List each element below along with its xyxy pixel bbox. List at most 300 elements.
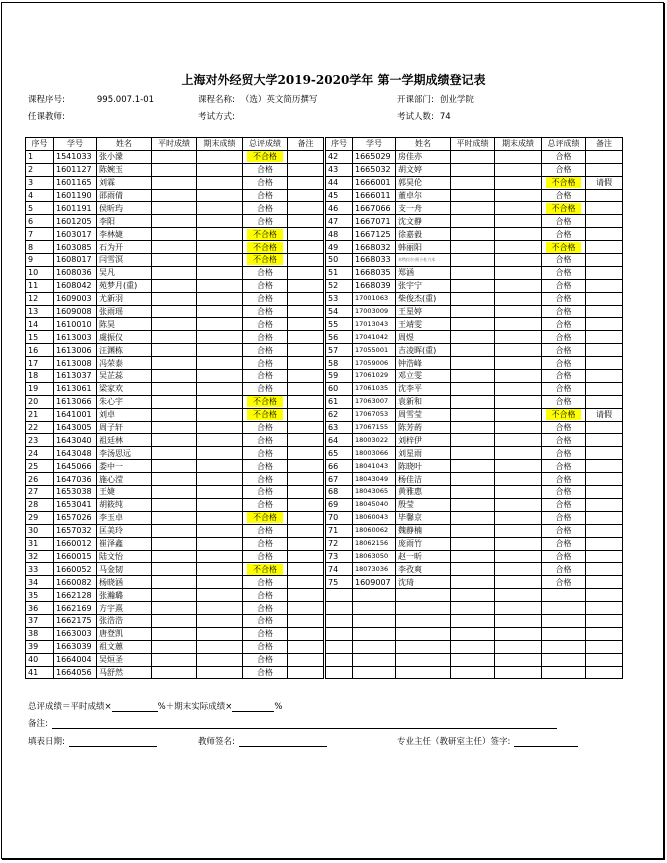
row-remarks bbox=[288, 150, 324, 163]
table-row bbox=[26, 163, 324, 176]
director-signature-label: 专业主任（教研室主任）签字: bbox=[397, 737, 511, 747]
row-regular-score bbox=[152, 215, 197, 228]
table-row bbox=[326, 228, 623, 241]
pass-text: 合格 bbox=[257, 487, 273, 497]
row-name: 王婕 bbox=[97, 486, 152, 499]
fail-badge: 不合格 bbox=[546, 242, 581, 253]
table-row bbox=[26, 434, 324, 447]
row-remarks bbox=[288, 357, 324, 370]
row-remarks bbox=[586, 344, 623, 357]
row-student-id: 1662169 bbox=[54, 602, 97, 615]
row-name: 尤新羽 bbox=[97, 292, 152, 305]
row-name: 杨晓涵 bbox=[97, 576, 152, 589]
row-remarks: 请假 bbox=[586, 176, 623, 189]
row-student-id: 1647036 bbox=[54, 473, 97, 486]
row-student-id: 1664056 bbox=[54, 666, 97, 679]
row-student-id bbox=[353, 666, 396, 679]
pass-text: 合格 bbox=[555, 319, 572, 329]
table-row bbox=[26, 524, 324, 537]
row-overall-grade bbox=[542, 602, 586, 615]
row-regular-score bbox=[152, 189, 197, 202]
row-regular-score bbox=[451, 150, 495, 163]
fill-date-blank[interactable] bbox=[69, 737, 157, 747]
table-row bbox=[26, 666, 324, 679]
table-row bbox=[26, 589, 324, 602]
row-name: 李阳 bbox=[97, 215, 152, 228]
row-final-score bbox=[495, 576, 542, 589]
row-student-id: 1601190 bbox=[54, 189, 97, 202]
table-row bbox=[326, 434, 623, 447]
row-remarks bbox=[586, 305, 623, 318]
table-row bbox=[26, 395, 324, 408]
table-header-row bbox=[326, 138, 623, 151]
row-final-score bbox=[495, 305, 542, 318]
row-name: 魏静楠 bbox=[396, 524, 451, 537]
regular-weight-blank[interactable] bbox=[112, 702, 158, 712]
row-remarks bbox=[586, 434, 623, 447]
row-regular-score bbox=[451, 370, 495, 383]
row-regular-score bbox=[152, 254, 197, 267]
course-name-label: 课程名称: bbox=[198, 95, 235, 105]
row-name: 李林婕 bbox=[97, 228, 152, 241]
row-remarks bbox=[586, 189, 623, 202]
remarks-label: 备注: bbox=[28, 719, 48, 729]
row-final-score bbox=[197, 189, 243, 202]
row-final-score bbox=[495, 614, 542, 627]
row-seq bbox=[326, 589, 353, 602]
course-number bbox=[28, 93, 154, 105]
row-seq: 18 bbox=[26, 370, 54, 383]
row-final-score bbox=[197, 344, 243, 357]
row-regular-score bbox=[152, 666, 197, 679]
pass-text: 合格 bbox=[555, 191, 572, 200]
row-final-score bbox=[197, 447, 243, 460]
pass-text: 合格 bbox=[257, 577, 273, 587]
row-final-score bbox=[495, 395, 542, 408]
row-student-id: 1641001 bbox=[54, 408, 97, 421]
row-final-score bbox=[495, 460, 542, 473]
table-row bbox=[26, 602, 324, 615]
row-seq: 30 bbox=[26, 524, 54, 537]
row-regular-score bbox=[451, 331, 495, 344]
table-row bbox=[326, 653, 623, 666]
row-seq: 2 bbox=[26, 163, 54, 176]
row-name: 柴俊杰(重) bbox=[396, 292, 451, 305]
pass-text: 合格 bbox=[555, 500, 572, 510]
row-seq bbox=[326, 653, 353, 666]
row-remarks bbox=[288, 666, 324, 679]
row-seq: 42 bbox=[326, 150, 353, 163]
row-seq: 22 bbox=[26, 421, 54, 434]
row-remarks bbox=[586, 292, 623, 305]
pass-text: 合格 bbox=[257, 629, 273, 639]
col-header-student-id: 学号 bbox=[54, 138, 97, 151]
row-student-id: 1660082 bbox=[54, 576, 97, 589]
row-final-score bbox=[495, 266, 542, 279]
row-final-score bbox=[197, 228, 243, 241]
row-remarks bbox=[586, 563, 623, 576]
row-final-score bbox=[495, 627, 542, 640]
exam-mode bbox=[198, 110, 235, 122]
row-name: 陈晓叶 bbox=[396, 460, 451, 473]
row-final-score bbox=[495, 279, 542, 292]
row-seq: 25 bbox=[26, 460, 54, 473]
row-seq: 36 bbox=[26, 602, 54, 615]
row-overall-grade bbox=[243, 241, 288, 254]
row-name: 韩丽阳 bbox=[396, 241, 451, 254]
row-overall-grade bbox=[542, 266, 586, 279]
row-name: 胡文婷 bbox=[396, 163, 451, 176]
row-overall-grade bbox=[542, 460, 586, 473]
row-name: 周子轩 bbox=[97, 421, 152, 434]
row-remarks bbox=[586, 357, 623, 370]
row-overall-grade bbox=[243, 292, 288, 305]
row-seq: 55 bbox=[326, 318, 353, 331]
row-regular-score bbox=[451, 511, 495, 524]
table-row bbox=[326, 292, 623, 305]
pass-text: 合格 bbox=[257, 590, 273, 600]
row-student-id: 1608017 bbox=[54, 254, 97, 267]
row-student-id bbox=[353, 589, 396, 602]
teacher-signature-label: 教师签名: bbox=[198, 737, 235, 747]
row-name: 支一舟 bbox=[396, 202, 451, 215]
row-overall-grade bbox=[243, 563, 288, 576]
row-overall-grade bbox=[542, 550, 586, 563]
row-name: 周煜 bbox=[396, 331, 451, 344]
table-row bbox=[326, 370, 623, 383]
row-regular-score bbox=[451, 614, 495, 627]
row-overall-grade bbox=[542, 305, 586, 318]
row-remarks bbox=[586, 370, 623, 383]
formula-text-1: 总评成绩＝平时成绩× bbox=[28, 702, 112, 712]
row-name: 陈婉玉 bbox=[97, 163, 152, 176]
row-regular-score bbox=[451, 357, 495, 370]
row-overall-grade bbox=[243, 524, 288, 537]
table-row bbox=[26, 305, 324, 318]
row-student-id: 1601165 bbox=[54, 176, 97, 189]
row-student-id bbox=[353, 640, 396, 653]
col-header-name: 姓名 bbox=[396, 138, 451, 151]
pass-text: 合格 bbox=[555, 384, 572, 394]
row-student-id: 1668033 bbox=[353, 254, 396, 267]
row-name: 陈芳菂 bbox=[396, 421, 451, 434]
row-final-score bbox=[495, 357, 542, 370]
row-overall-grade bbox=[542, 666, 586, 679]
pass-text: 合格 bbox=[555, 294, 572, 304]
row-final-score bbox=[197, 254, 243, 267]
row-student-id: 1653038 bbox=[54, 486, 97, 499]
row-student-id: 1608036 bbox=[54, 266, 97, 279]
table-row bbox=[26, 331, 324, 344]
row-seq: 3 bbox=[26, 176, 54, 189]
row-student-id bbox=[353, 614, 396, 627]
table-row bbox=[26, 486, 324, 499]
table-row bbox=[326, 331, 623, 344]
row-student-id: 1601191 bbox=[54, 202, 97, 215]
row-seq: 9 bbox=[26, 254, 54, 267]
col-header-name: 姓名 bbox=[97, 138, 152, 151]
row-seq: 26 bbox=[26, 473, 54, 486]
row-seq: 46 bbox=[326, 202, 353, 215]
row-student-id: 1660015 bbox=[54, 550, 97, 563]
row-seq: 66 bbox=[326, 460, 353, 473]
row-student-id: 1610010 bbox=[54, 318, 97, 331]
row-seq: 35 bbox=[26, 589, 54, 602]
row-overall-grade bbox=[542, 395, 586, 408]
table-row bbox=[326, 266, 623, 279]
row-remarks bbox=[288, 460, 324, 473]
row-overall-grade bbox=[542, 202, 586, 215]
row-final-score bbox=[495, 189, 542, 202]
table-row bbox=[326, 395, 623, 408]
teacher-signature-blank[interactable] bbox=[239, 737, 327, 747]
table-row bbox=[326, 305, 623, 318]
row-regular-score bbox=[451, 498, 495, 511]
table-row bbox=[26, 241, 324, 254]
row-name bbox=[396, 589, 451, 602]
row-overall-grade bbox=[243, 189, 288, 202]
row-overall-grade bbox=[243, 486, 288, 499]
row-regular-score bbox=[451, 241, 495, 254]
row-remarks bbox=[288, 305, 324, 318]
row-student-id: 1613037 bbox=[54, 370, 97, 383]
row-seq: 75 bbox=[326, 576, 353, 589]
table-row bbox=[326, 163, 623, 176]
row-remarks bbox=[288, 344, 324, 357]
row-name: 马金韧 bbox=[97, 563, 152, 576]
row-name: 徐嘉毅 bbox=[396, 228, 451, 241]
pass-text: 合格 bbox=[555, 539, 572, 549]
pass-text: 合格 bbox=[257, 178, 273, 188]
row-overall-grade bbox=[243, 305, 288, 318]
row-seq: 54 bbox=[326, 305, 353, 318]
col-header-seq: 序号 bbox=[26, 138, 54, 151]
row-overall-grade bbox=[243, 176, 288, 189]
row-remarks bbox=[586, 266, 623, 279]
row-student-id bbox=[353, 602, 396, 615]
fail-badge: 不合格 bbox=[247, 254, 283, 265]
row-overall-grade bbox=[542, 150, 586, 163]
row-remarks bbox=[586, 524, 623, 537]
row-regular-score bbox=[152, 344, 197, 357]
row-final-score bbox=[197, 550, 243, 563]
row-final-score bbox=[495, 550, 542, 563]
row-regular-score bbox=[152, 653, 197, 666]
row-seq bbox=[326, 640, 353, 653]
row-seq: 57 bbox=[326, 344, 353, 357]
row-seq: 50 bbox=[326, 254, 353, 267]
row-overall-grade bbox=[542, 627, 586, 640]
row-regular-score bbox=[451, 254, 495, 267]
course-name-value: （选）英文简历撰写 bbox=[240, 95, 318, 105]
table-row bbox=[326, 486, 623, 499]
row-name: 陆文怡 bbox=[97, 550, 152, 563]
course-number-label: 课程序号: bbox=[28, 95, 65, 105]
grades-table-left bbox=[25, 137, 324, 679]
row-regular-score bbox=[451, 163, 495, 176]
row-name: 汪渊栋 bbox=[97, 344, 152, 357]
row-student-id: 17067155 bbox=[353, 421, 396, 434]
row-overall-grade bbox=[243, 382, 288, 395]
table-row bbox=[26, 408, 324, 421]
row-regular-score bbox=[152, 576, 197, 589]
row-regular-score bbox=[152, 640, 197, 653]
row-remarks bbox=[586, 447, 623, 460]
row-regular-score bbox=[152, 550, 197, 563]
row-final-score bbox=[197, 163, 243, 176]
row-name: 侯昕玙 bbox=[97, 202, 152, 215]
row-overall-grade bbox=[243, 460, 288, 473]
row-student-id: 1667071 bbox=[353, 215, 396, 228]
row-regular-score bbox=[152, 434, 197, 447]
row-student-id: 17041042 bbox=[353, 331, 396, 344]
row-seq: 37 bbox=[26, 614, 54, 627]
row-final-score bbox=[495, 202, 542, 215]
row-overall-grade bbox=[542, 215, 586, 228]
row-remarks bbox=[586, 202, 623, 215]
row-overall-grade bbox=[542, 511, 586, 524]
table-row bbox=[326, 498, 623, 511]
row-regular-score bbox=[451, 382, 495, 395]
row-remarks bbox=[288, 241, 324, 254]
pass-text: 合格 bbox=[257, 345, 273, 355]
row-name: 张小濛 bbox=[97, 150, 152, 163]
row-name bbox=[396, 627, 451, 640]
row-regular-score bbox=[451, 292, 495, 305]
row-overall-grade bbox=[243, 666, 288, 679]
row-student-id: 1668035 bbox=[353, 266, 396, 279]
row-regular-score bbox=[152, 524, 197, 537]
row-name: 施心滢 bbox=[97, 473, 152, 486]
row-final-score bbox=[197, 215, 243, 228]
table-row bbox=[326, 215, 623, 228]
page-title: 上海对外经贸大学2019-2020学年 第一学期成绩登记表 bbox=[181, 73, 486, 87]
row-final-score bbox=[495, 331, 542, 344]
row-seq: 11 bbox=[26, 279, 54, 292]
row-seq: 68 bbox=[326, 486, 353, 499]
row-final-score bbox=[197, 434, 243, 447]
row-student-id: 1643005 bbox=[54, 421, 97, 434]
row-remarks bbox=[288, 653, 324, 666]
row-regular-score bbox=[152, 614, 197, 627]
row-regular-score bbox=[451, 202, 495, 215]
table-row bbox=[326, 447, 623, 460]
row-regular-score bbox=[451, 486, 495, 499]
row-seq: 62 bbox=[326, 408, 353, 421]
fail-badge: 不合格 bbox=[546, 177, 581, 188]
row-regular-score bbox=[152, 408, 197, 421]
pass-text: 合格 bbox=[257, 191, 273, 200]
pass-text: 合格 bbox=[555, 474, 572, 484]
pass-text: 合格 bbox=[257, 500, 273, 510]
pass-text: 合格 bbox=[257, 448, 273, 458]
row-regular-score bbox=[451, 266, 495, 279]
table-row bbox=[326, 524, 623, 537]
row-student-id: 1613066 bbox=[54, 395, 97, 408]
table-row bbox=[26, 279, 324, 292]
row-regular-score bbox=[451, 344, 495, 357]
row-regular-score bbox=[451, 395, 495, 408]
final-weight-blank[interactable] bbox=[232, 702, 274, 712]
row-regular-score bbox=[152, 176, 197, 189]
table-row bbox=[326, 614, 623, 627]
row-seq bbox=[326, 602, 353, 615]
row-overall-grade bbox=[542, 279, 586, 292]
table-row bbox=[26, 150, 324, 163]
row-regular-score bbox=[451, 447, 495, 460]
row-remarks bbox=[288, 614, 324, 627]
row-regular-score bbox=[152, 318, 197, 331]
row-overall-grade bbox=[542, 357, 586, 370]
row-overall-grade bbox=[243, 614, 288, 627]
row-final-score bbox=[495, 563, 542, 576]
fill-date bbox=[28, 735, 157, 747]
director-signature-blank[interactable] bbox=[514, 737, 578, 747]
row-seq: 21 bbox=[26, 408, 54, 421]
row-overall-grade bbox=[243, 370, 288, 383]
pass-text: 合格 bbox=[257, 655, 273, 665]
row-overall-grade bbox=[243, 395, 288, 408]
row-name: 朱心宇 bbox=[97, 395, 152, 408]
row-seq: 56 bbox=[326, 331, 353, 344]
pass-text: 合格 bbox=[257, 435, 273, 445]
row-remarks bbox=[288, 266, 324, 279]
row-overall-grade bbox=[243, 163, 288, 176]
row-name: 吴凡 bbox=[97, 266, 152, 279]
row-regular-score bbox=[152, 460, 197, 473]
row-seq bbox=[326, 627, 353, 640]
row-overall-grade bbox=[542, 254, 586, 267]
row-final-score bbox=[495, 589, 542, 602]
row-overall-grade bbox=[243, 498, 288, 511]
row-remarks bbox=[288, 331, 324, 344]
row-name: 房佳亦 bbox=[396, 150, 451, 163]
pass-text: 合格 bbox=[555, 397, 572, 407]
row-final-score bbox=[495, 408, 542, 421]
table-header-row bbox=[26, 138, 324, 151]
row-name: 沈李平 bbox=[396, 382, 451, 395]
row-final-score bbox=[495, 318, 542, 331]
row-overall-grade bbox=[243, 589, 288, 602]
row-remarks bbox=[288, 279, 324, 292]
row-final-score bbox=[495, 434, 542, 447]
row-remarks bbox=[288, 511, 324, 524]
row-remarks bbox=[288, 434, 324, 447]
teacher bbox=[28, 110, 65, 122]
row-student-id: 1643040 bbox=[54, 434, 97, 447]
grade-formula bbox=[28, 700, 282, 712]
row-overall-grade bbox=[243, 550, 288, 563]
row-overall-grade bbox=[542, 241, 586, 254]
row-regular-score bbox=[451, 602, 495, 615]
row-regular-score bbox=[451, 653, 495, 666]
row-final-score bbox=[197, 318, 243, 331]
remarks-blank[interactable] bbox=[52, 719, 557, 729]
row-regular-score bbox=[451, 421, 495, 434]
row-student-id: 1603085 bbox=[54, 241, 97, 254]
table-row bbox=[326, 511, 623, 524]
row-final-score bbox=[495, 524, 542, 537]
row-final-score bbox=[197, 576, 243, 589]
row-overall-grade bbox=[542, 473, 586, 486]
pass-text: 合格 bbox=[555, 513, 572, 523]
row-remarks bbox=[586, 550, 623, 563]
grades-table-right bbox=[325, 137, 623, 679]
row-seq: 53 bbox=[326, 292, 353, 305]
row-remarks bbox=[586, 602, 623, 615]
table-row bbox=[26, 421, 324, 434]
row-final-score bbox=[495, 498, 542, 511]
